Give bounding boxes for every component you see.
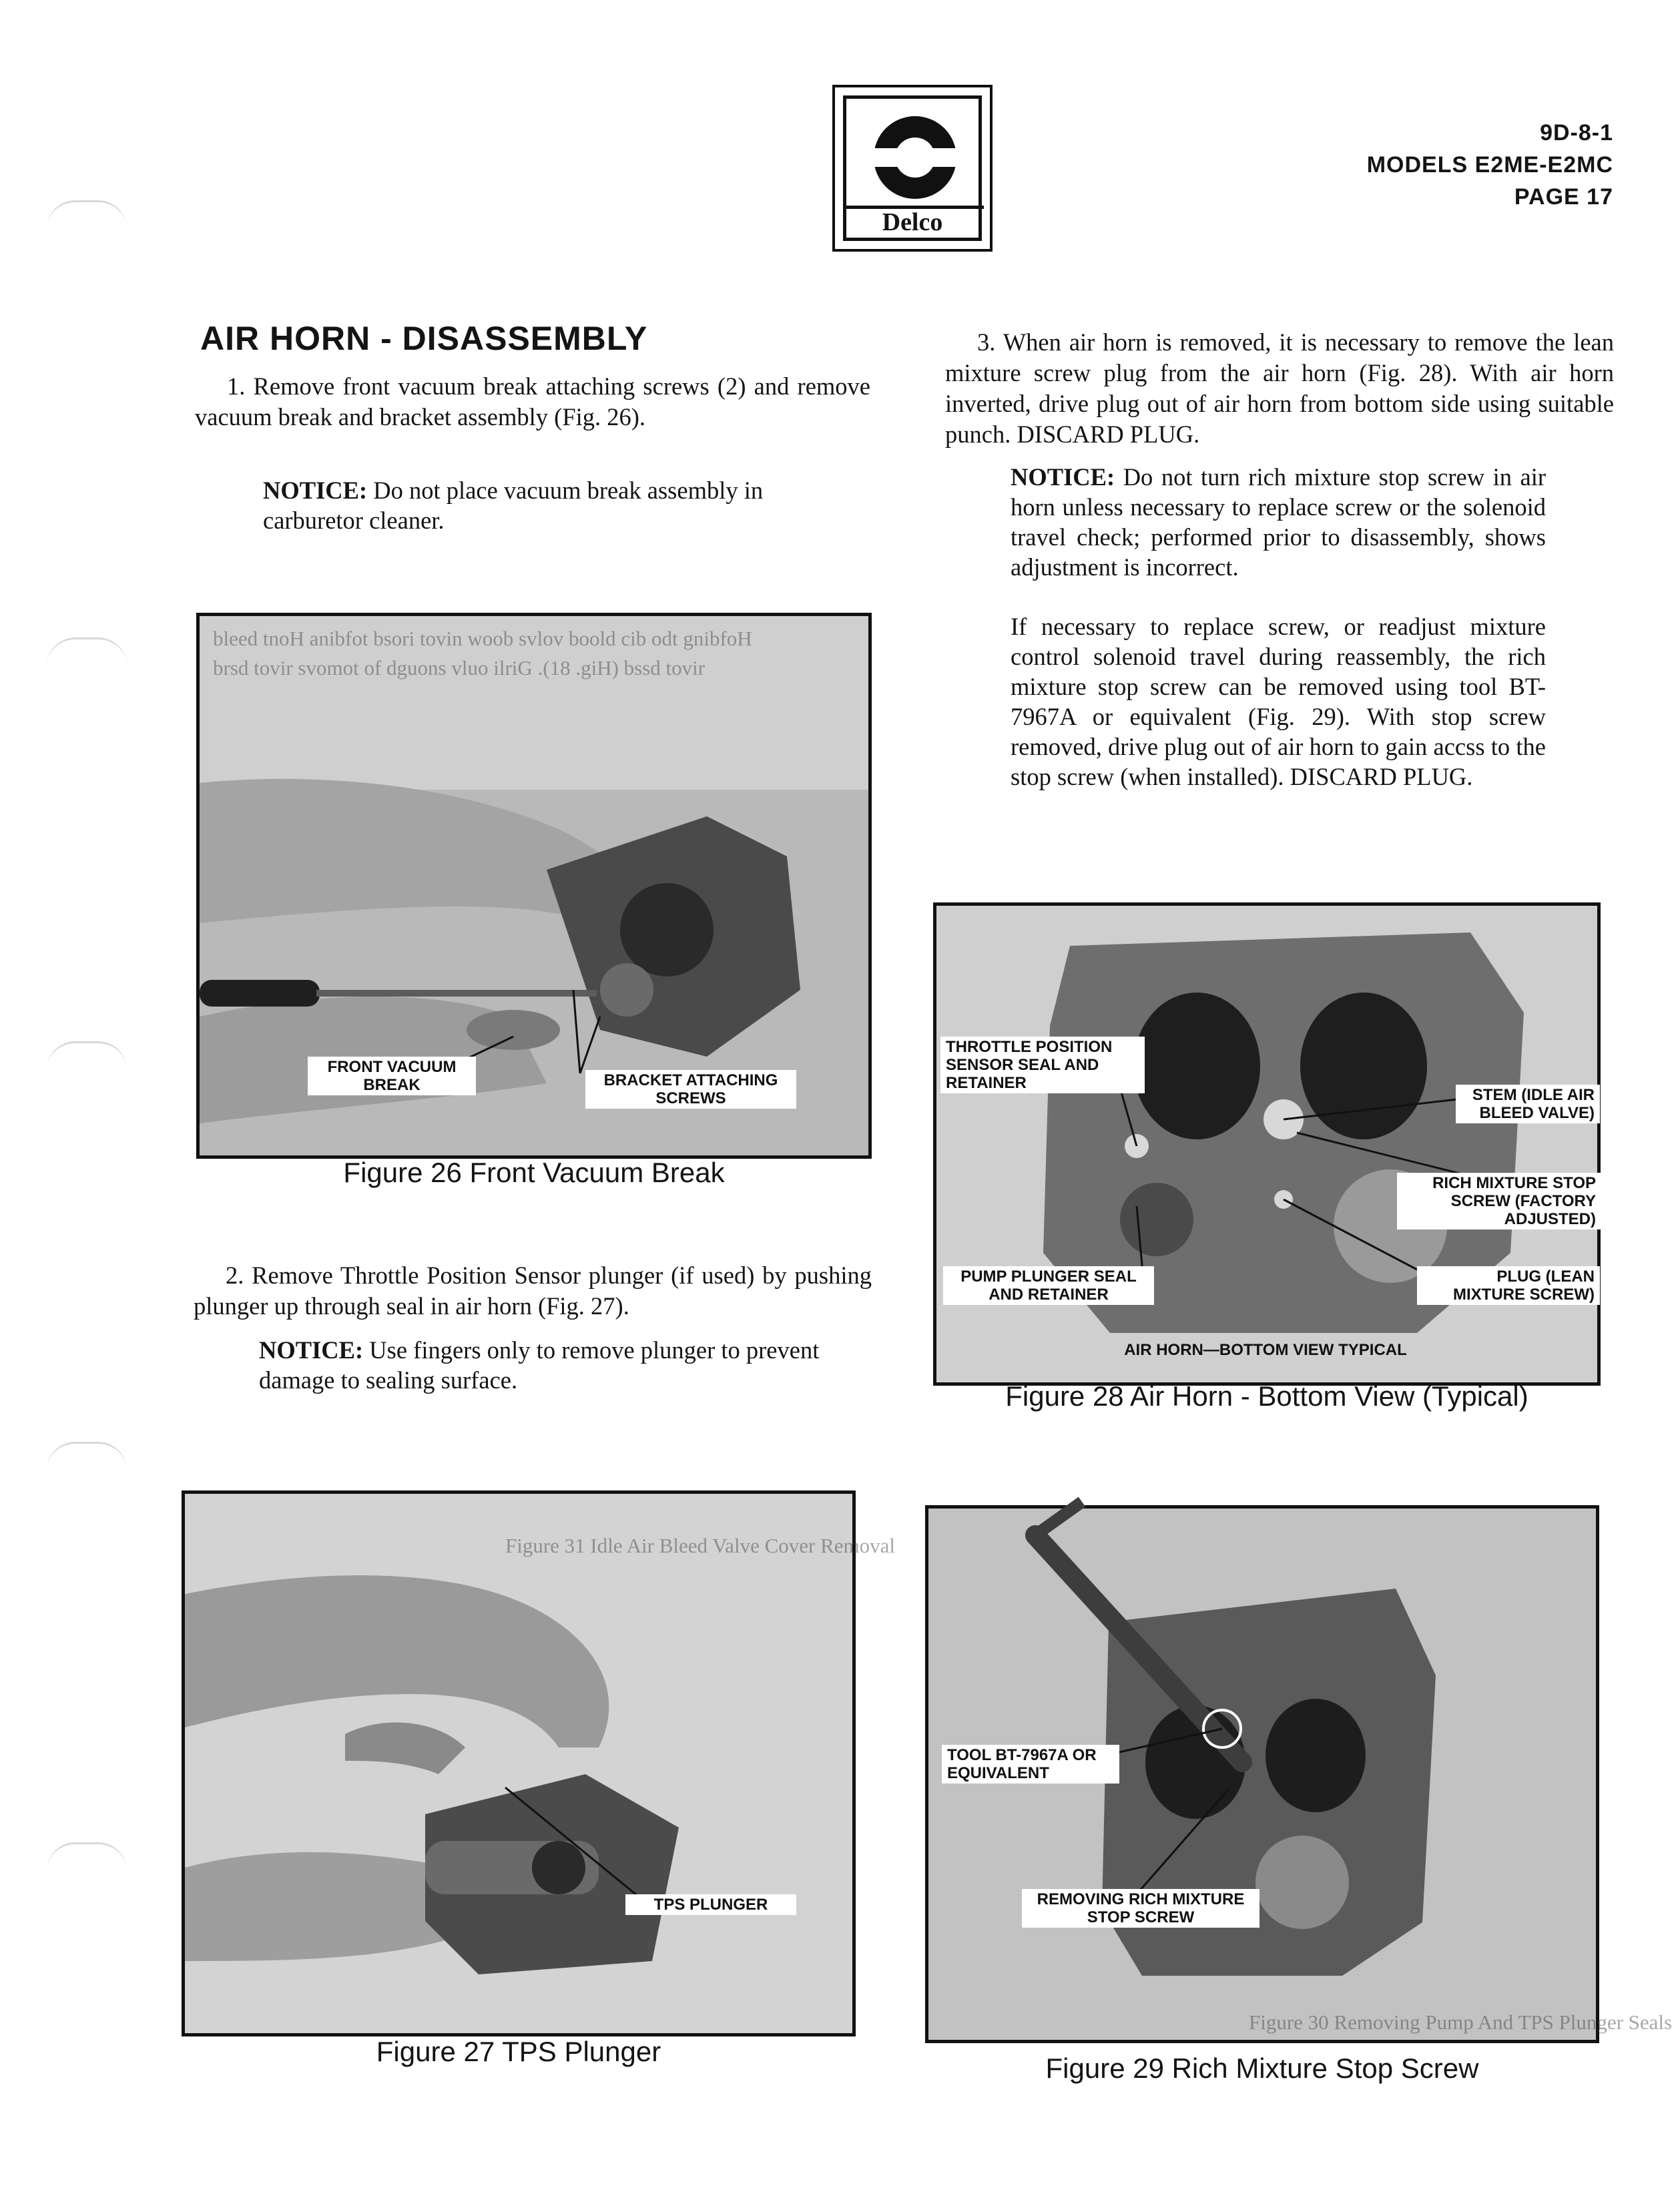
logo-wordmark: Delco [882,208,943,236]
figure-26-photo [196,613,872,1159]
section-heading: AIR HORN - DISASSEMBLY [200,320,648,357]
bleed-through-text: Figure 31 Idle Air Bleed Valve Cover Removal [505,1534,896,1557]
figure-29-caption: Figure 29 Rich Mixture Stop Screw [1045,2053,1479,2084]
notice-3 [1011,462,1546,582]
callout-tps-seal-retainer: THROTTLE POSITION SENSOR SEAL AND RETAINER [940,1037,1145,1093]
figure-27-caption: Figure 27 TPS Plunger [376,2036,661,2067]
delco-logo [832,85,993,252]
models-label: MODELS E2ME-E2MC [1366,152,1613,178]
step-3-paragraph: 3. When air horn is removed, it is necessary to remove the lean mixture screw plug from the air horn (Fig. 28). With air horn inverted, drive plug out of air horn from bottom side using suitable punch. DISCARD PLUG. [945,328,1614,448]
binder-hole-mark [47,1041,127,1070]
callout-bracket-attaching-screws: BRACKET ATTACHING SCREWS [585,1070,796,1109]
callout-tps-plunger: TPS PLUNGER [625,1894,796,1915]
notice-label: NOTICE: [259,1336,364,1364]
notice-label: NOTICE: [1011,463,1115,491]
bleed-through-text: bleed tnoH anibfot bsori tovin woob svlov boold cib odt gnibfoH [213,627,752,650]
bleed-through-text: Figure 30 Removing Pump And TPS Plunger Seals [1249,2010,1673,2034]
figure-28-caption: Figure 28 Air Horn - Bottom View (Typical) [1005,1380,1528,1412]
callout-tool-bt-7967a: TOOL BT-7967A OR EQUIVALENT [942,1745,1119,1784]
binder-hole-mark [47,637,127,666]
notice-1 [263,475,810,535]
figure-28-photo [933,902,1601,1386]
bleed-through-text: brsd tovir svomot of dguons vluo ilriG .(18 .giH) bssd tovir [213,656,706,679]
callout-plug-lean-mixture: PLUG (LEAN MIXTURE SCREW) [1417,1266,1600,1305]
notice-text: Do not place vacuum break assembly in carburetor cleaner. [263,477,764,534]
notice-label: NOTICE: [263,477,368,504]
step-2-paragraph: 2. Remove Throttle Position Sensor plunger (if used) by pushing plunger up through seal in air horn (Fig. 27). [194,1262,872,1320]
section-code: 9D-8-1 [1540,120,1613,146]
figure-27-photo [182,1490,896,2036]
callout-view-label: AIR HORN—BOTTOM VIEW TYPICAL [1124,1341,1407,1359]
callout-pump-plunger-seal: PUMP PLUNGER SEAL AND RETAINER [943,1266,1154,1305]
step-1-paragraph: 1. Remove front vacuum break attaching screws (2) and remove vacuum break and bracket assembly (Fig. 26). [195,372,870,431]
callout-rich-mixture-stop-screw: RICH MIXTURE STOP SCREW (FACTORY ADJUSTED) [1397,1173,1601,1229]
callout-front-vacuum-break: FRONT VACUUM BREAK [308,1057,476,1095]
binder-hole-mark [47,200,127,229]
notice-2 [259,1335,833,1395]
notice-3-continuation: If necessary to replace screw, or readjust mixture control solenoid travel during reassembly, the rich mixture stop screw can be removed using tool BT-7967A or equivalent (Fig. 29). With stop screw removed, drive plug out of air horn to gain accss to the stop screw (when installed). DISCARD PLUG. [1011,613,1546,790]
callout-removing-rich-stop-screw: REMOVING RICH MIXTURE STOP SCREW [1022,1889,1259,1928]
callout-stem-idle-air-bleed: STEM (IDLE AIR BLEED VALVE) [1456,1085,1600,1123]
page-number: PAGE 17 [1514,184,1613,210]
binder-hole-mark [47,1442,127,1470]
figure-26-caption: Figure 26 Front Vacuum Break [343,1157,725,1188]
notice-text: Do not turn rich mixture stop screw in air horn unless necessary to replace screw or the solenoid travel check; performed prior to disassembly, shows adjustment is incorrect. [1011,463,1546,581]
binder-hole-mark [47,1842,127,1871]
figure-29-photo [925,1505,1673,2043]
notice-text: Use fingers only to remove plunger to prevent damage to sealing surface. [259,1336,820,1394]
